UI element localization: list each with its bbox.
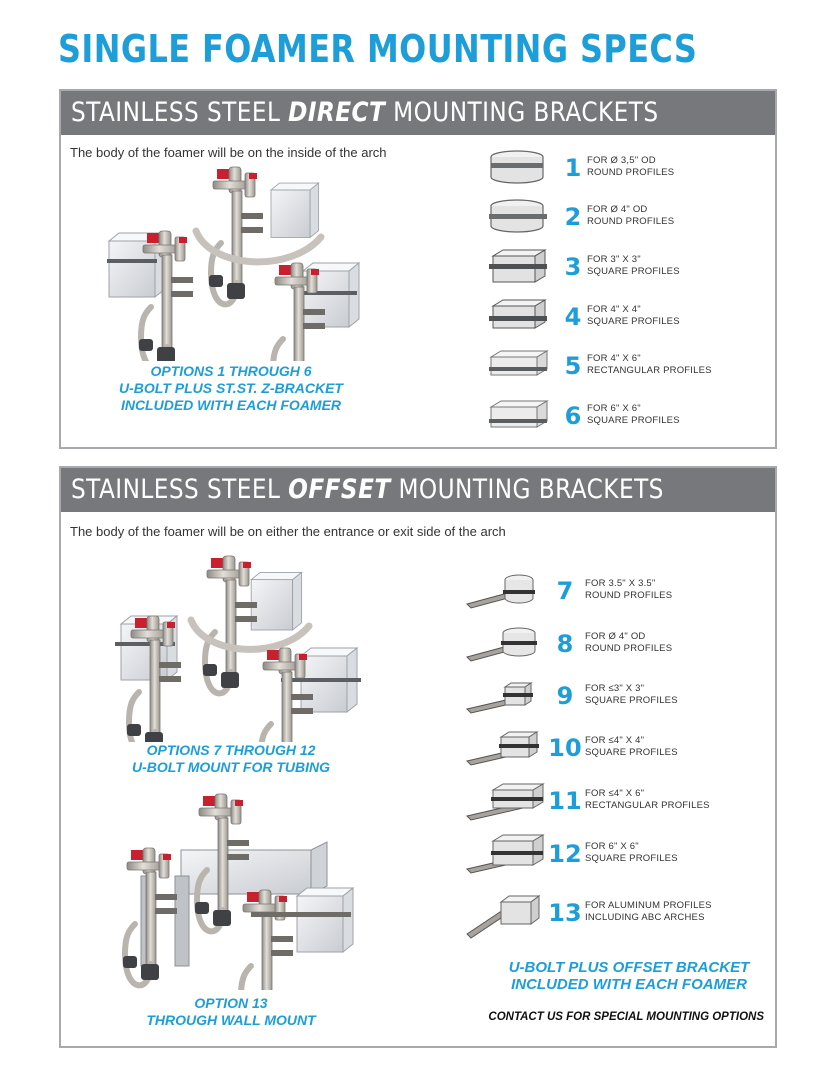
direct-panel-header [61, 91, 775, 135]
spec-description [587, 403, 680, 427]
spec-item-12 [465, 833, 765, 877]
square-u-bolt-bracket-icon [487, 395, 555, 439]
offset-panel-header [61, 468, 775, 512]
spec-description [585, 900, 712, 924]
spec-description [587, 254, 680, 278]
round-u-bolt-bracket-icon [487, 147, 555, 191]
offset-header-suffix: MOUNTING BRACKETS [398, 474, 664, 505]
spec-item-11 [465, 780, 765, 824]
round-u-bolt-bracket-icon [487, 196, 555, 240]
page-title-bold: MOUNTING SPECS [366, 27, 698, 71]
spec-description [587, 204, 674, 228]
spec-line: RECTANGULAR PROFILES [587, 365, 712, 376]
offset-header-emphasis: OFFSET [288, 474, 391, 505]
spec-number: 10 [548, 734, 582, 762]
spec-number: 3 [564, 253, 582, 281]
offset-bracket-icon [465, 892, 545, 942]
offset-options-line: OPTION 13 [194, 995, 268, 1011]
offset-bracket-icon [465, 833, 545, 877]
spec-line: FOR ≤4" X 6" [585, 788, 645, 799]
spec-line: FOR 6" X 6" [585, 841, 639, 852]
spec-line: ROUND PROFILES [587, 216, 675, 227]
spec-item-8 [465, 623, 765, 667]
spec-item-10 [465, 727, 765, 771]
spec-description [587, 353, 712, 377]
page-title [58, 26, 697, 72]
spec-item-7 [465, 570, 765, 614]
spec-number: 9 [556, 682, 574, 710]
spec-description [585, 841, 678, 865]
offset-options-line: OPTIONS 7 THROUGH 12 [146, 742, 316, 758]
spec-item-1 [487, 147, 757, 191]
spec-line: FOR 3" X 3" [587, 254, 641, 265]
page-title-light: SINGLE FOAMER [58, 27, 356, 71]
spec-item-6 [487, 395, 757, 439]
spec-number: 8 [556, 630, 574, 658]
spec-line: ROUND PROFILES [587, 167, 675, 178]
spec-item-5 [487, 345, 757, 389]
spec-line: ROUND PROFILES [585, 643, 673, 654]
offset-bracket-note-line: INCLUDED WITH EACH FOAMER [511, 976, 747, 993]
spec-line: SQUARE PROFILES [587, 266, 680, 277]
spec-number: 6 [564, 402, 582, 430]
spec-line: FOR 6" X 6" [587, 403, 641, 414]
spec-line: FOR 3.5" X 3.5" [585, 578, 656, 589]
spec-line: FOR ≤4" X 4" [585, 735, 645, 746]
spec-description [587, 304, 680, 328]
square-u-bolt-bracket-icon [487, 296, 555, 340]
contact-note: CONTACT US FOR SPECIAL MOUNTING OPTIONS [488, 1011, 764, 1023]
spec-description [585, 788, 710, 812]
spec-line: SQUARE PROFILES [585, 695, 678, 706]
spec-line: FOR Ø 3,5" OD [587, 155, 656, 166]
direct-header-suffix: MOUNTING BRACKETS [393, 97, 659, 128]
direct-options-line: OPTIONS 1 THROUGH 6 [150, 363, 312, 379]
spec-number: 4 [564, 303, 582, 331]
spec-item-13 [465, 892, 765, 936]
spec-item-3 [487, 246, 757, 290]
offset-bracket-icon [465, 623, 545, 667]
spec-line: FOR Ø 4" OD [587, 204, 648, 215]
spec-number: 1 [564, 154, 582, 182]
spec-number: 5 [564, 352, 582, 380]
direct-description: The body of the foamer will be on the inside of the arch [70, 145, 387, 160]
spec-number: 11 [548, 787, 582, 815]
spec-number: 2 [564, 203, 582, 231]
direct-options-note [101, 363, 361, 414]
spec-item-4 [487, 296, 757, 340]
direct-options-line: INCLUDED WITH EACH FOAMER [120, 397, 342, 413]
square-u-bolt-bracket-icon [487, 246, 555, 290]
spec-line: FOR ≤3" X 3" [585, 683, 645, 694]
spec-line: FOR 4" X 6" [587, 353, 641, 364]
square-u-bolt-bracket-icon [487, 345, 555, 389]
spec-line: ROUND PROFILES [585, 590, 673, 601]
spec-description [585, 631, 672, 655]
offset-options-line: U-BOLT MOUNT FOR TUBING [131, 759, 331, 775]
through-wall-assembly-image [101, 790, 381, 990]
spec-line: INCLUDING ABC ARCHES [585, 912, 705, 923]
foamer-assembly-image [101, 552, 381, 742]
offset-bracket-note [479, 959, 779, 993]
offset-bracket-icon [465, 570, 545, 614]
offset-brackets-panel [59, 466, 777, 1048]
spec-line: SQUARE PROFILES [587, 415, 680, 426]
spec-description [585, 683, 678, 707]
direct-header-prefix: STAINLESS STEEL [71, 97, 281, 128]
offset-description: The body of the foamer will be on either the entrance or exit side of the arch [70, 524, 506, 539]
offset-options-note [101, 742, 361, 776]
offset-bracket-note-line: U-BOLT PLUS OFFSET BRACKET [508, 959, 750, 976]
spec-number: 12 [548, 840, 582, 868]
offset-bracket-icon [465, 675, 545, 719]
spec-number: 13 [548, 899, 582, 927]
offset-header-prefix: STAINLESS STEEL [71, 474, 281, 505]
direct-options-line: U-BOLT PLUS ST.ST. Z-BRACKET [119, 380, 343, 396]
spec-line: RECTANGULAR PROFILES [585, 800, 710, 811]
spec-item-2 [487, 196, 757, 240]
offset-options-line: THROUGH WALL MOUNT [146, 1012, 316, 1028]
direct-brackets-panel [59, 89, 777, 449]
spec-line: FOR 4" X 4" [587, 304, 641, 315]
spec-line: SQUARE PROFILES [587, 316, 680, 327]
spec-line: SQUARE PROFILES [585, 853, 678, 864]
direct-header-emphasis: DIRECT [288, 97, 386, 128]
spec-description [585, 735, 678, 759]
offset-option13-note [101, 995, 361, 1029]
offset-bracket-icon [465, 727, 545, 771]
spec-line: FOR ALUMINUM PROFILES [585, 900, 712, 911]
spec-description [587, 155, 674, 179]
spec-description [585, 578, 672, 602]
foamer-assembly-image [101, 161, 381, 361]
spec-item-9 [465, 675, 765, 719]
spec-number: 7 [556, 577, 574, 605]
spec-line: FOR Ø 4" OD [585, 631, 646, 642]
offset-bracket-icon [465, 780, 545, 824]
spec-line: SQUARE PROFILES [585, 747, 678, 758]
